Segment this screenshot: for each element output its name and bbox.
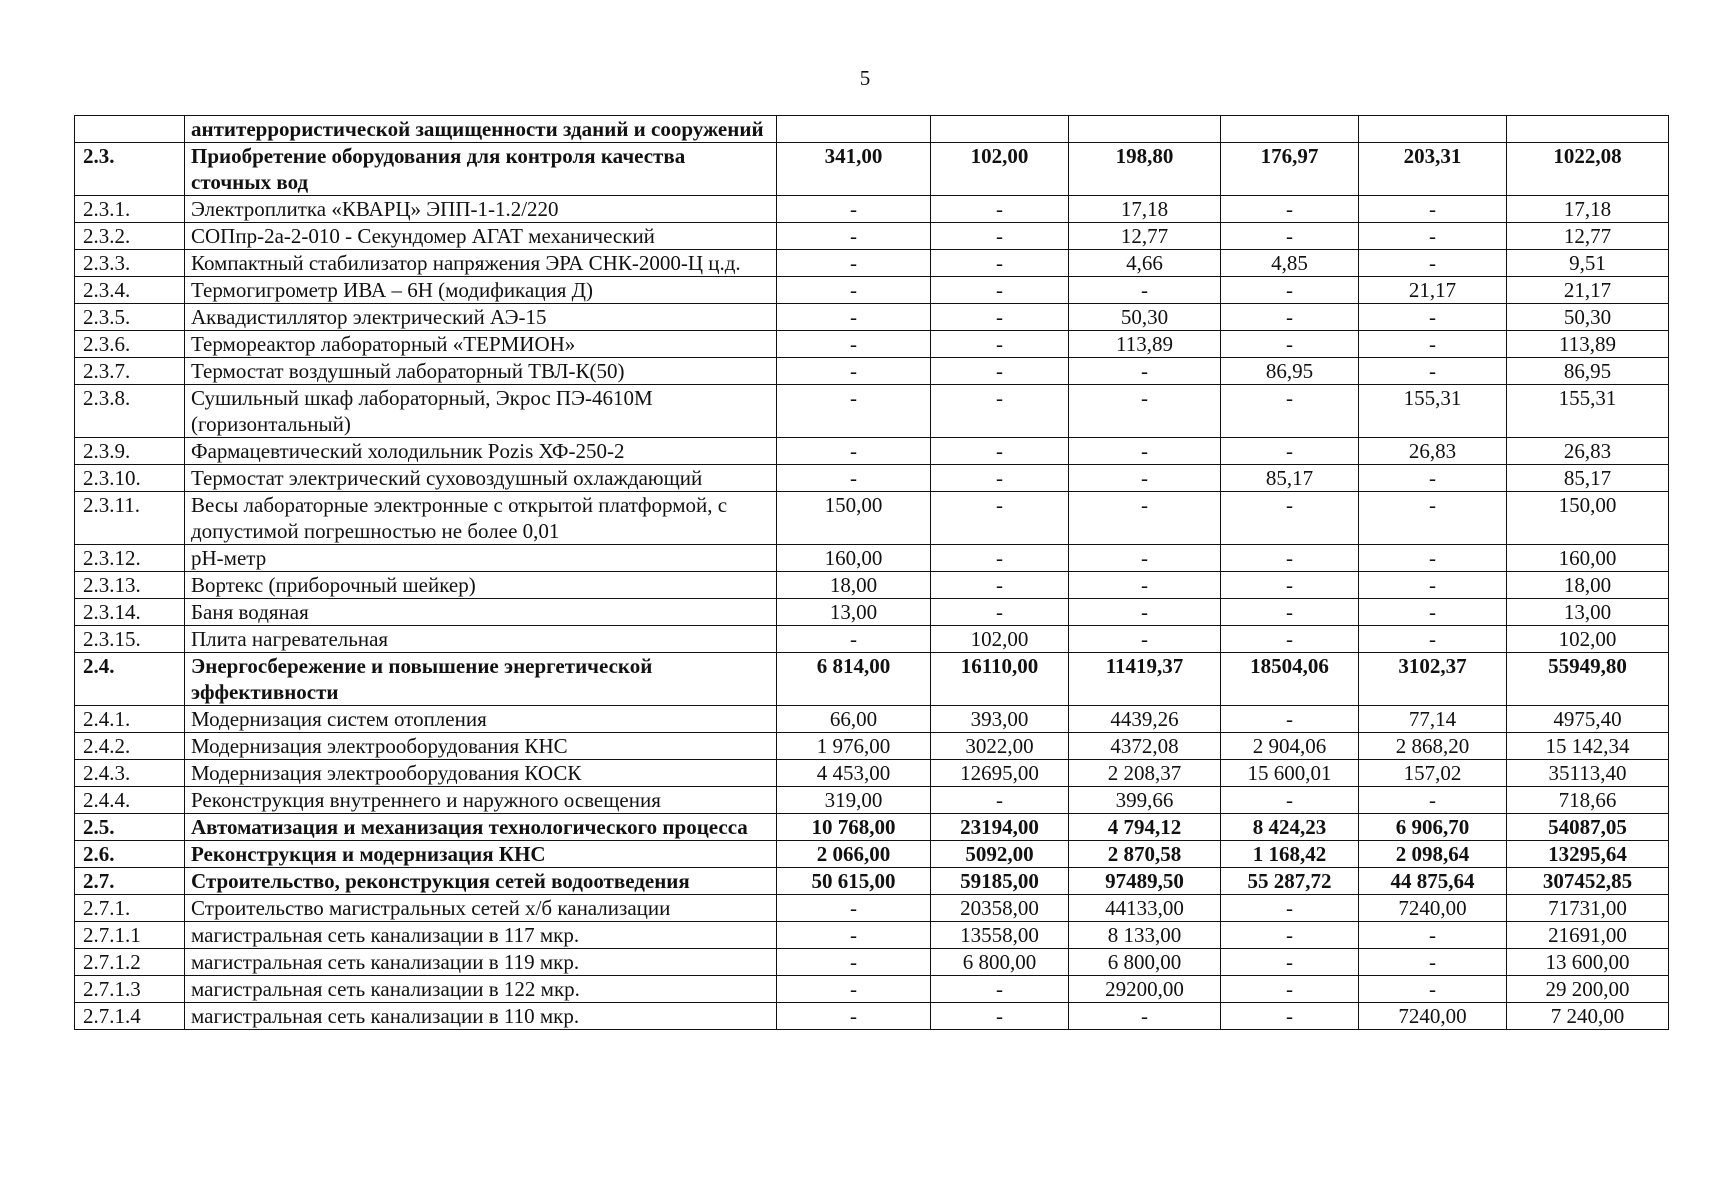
value-cell: - [1359,922,1507,949]
value-cell: 10 768,00 [777,814,931,841]
value-cell: 198,80 [1069,143,1221,196]
row-number-cell: 2.4. [75,653,185,706]
value-cell: - [931,358,1069,385]
value-cell: 150,00 [777,492,931,545]
value-cell: - [1221,599,1359,626]
row-number-cell: 2.7.1.3 [75,976,185,1003]
value-cell: 1022,08 [1507,143,1669,196]
value-cell: 12695,00 [931,760,1069,787]
value-cell: - [931,572,1069,599]
value-cell: - [1221,331,1359,358]
value-cell: 13,00 [1507,599,1669,626]
value-cell: 341,00 [777,143,931,196]
value-cell: - [1221,385,1359,438]
value-cell: 18504,06 [1221,653,1359,706]
value-cell: - [1359,250,1507,277]
value-cell: - [1359,196,1507,223]
value-cell: 15 600,01 [1221,760,1359,787]
value-cell: 29200,00 [1069,976,1221,1003]
value-cell: - [1069,492,1221,545]
value-cell [1507,116,1669,143]
value-cell: 50,30 [1069,304,1221,331]
row-number-cell: 2.7.1. [75,895,185,922]
row-name-cell: Модернизация электрооборудования КОСК [185,760,777,787]
row-name-cell: Электроплитка «КВАРЦ» ЭПП-1-1.2/220 [185,196,777,223]
value-cell: 102,00 [931,143,1069,196]
value-cell: - [1221,626,1359,653]
table-row [75,868,1669,895]
value-cell: - [777,358,931,385]
value-cell: 16110,00 [931,653,1069,706]
value-cell: - [1359,223,1507,250]
table-row [75,895,1669,922]
value-cell: - [1069,277,1221,304]
value-cell: 1 976,00 [777,733,931,760]
value-cell: 15 142,34 [1507,733,1669,760]
value-cell: 2 904,06 [1221,733,1359,760]
value-cell: - [1221,922,1359,949]
value-cell: 85,17 [1507,465,1669,492]
value-cell: - [1221,949,1359,976]
row-number-cell: 2.3.6. [75,331,185,358]
table-row [75,976,1669,1003]
value-cell: - [1069,358,1221,385]
value-cell: - [1221,196,1359,223]
row-name-cell: Автоматизация и механизация технологического процесса [185,814,777,841]
value-cell: - [1069,1003,1221,1030]
value-cell: 4,66 [1069,250,1221,277]
value-cell: 307452,85 [1507,868,1669,895]
value-cell: - [1359,358,1507,385]
value-cell [931,116,1069,143]
row-name-cell: Весы лабораторные электронные с открытой платформой, с допустимой погрешностью не более 0,01 [185,492,777,545]
value-cell: 6 814,00 [777,653,931,706]
table-row [75,116,1669,143]
row-name-cell: магистральная сеть канализации в 110 мкр. [185,1003,777,1030]
row-number-cell: 2.3.1. [75,196,185,223]
row-name-cell: магистральная сеть канализации в 119 мкр. [185,949,777,976]
value-cell: - [1359,787,1507,814]
row-name-cell: Термостат воздушный лабораторный ТВЛ-К(50) [185,358,777,385]
value-cell: 4439,26 [1069,706,1221,733]
value-cell: - [1359,545,1507,572]
value-cell: - [931,1003,1069,1030]
table-row [75,653,1669,706]
row-number-cell: 2.3.5. [75,304,185,331]
row-number-cell: 2.3.11. [75,492,185,545]
budget-table [74,115,1669,1030]
row-number-cell: 2.3.15. [75,626,185,653]
value-cell: - [1221,304,1359,331]
table-row [75,733,1669,760]
row-name-cell: антитеррористической защищенности зданий и сооружений [185,116,777,143]
row-name-cell: Модернизация систем отопления [185,706,777,733]
value-cell: 13 600,00 [1507,949,1669,976]
row-number-cell: 2.3.4. [75,277,185,304]
value-cell: - [1221,438,1359,465]
value-cell: 97489,50 [1069,868,1221,895]
value-cell: 160,00 [777,545,931,572]
row-name-cell: Реконструкция внутреннего и наружного освещения [185,787,777,814]
value-cell: 2 208,37 [1069,760,1221,787]
value-cell: - [777,922,931,949]
row-number-cell: 2.7.1.1 [75,922,185,949]
table-row [75,1003,1669,1030]
value-cell: 26,83 [1507,438,1669,465]
value-cell: 50,30 [1507,304,1669,331]
row-number-cell: 2.7.1.4 [75,1003,185,1030]
value-cell: 18,00 [777,572,931,599]
value-cell: - [931,223,1069,250]
table-row [75,358,1669,385]
table-row [75,545,1669,572]
value-cell: - [931,545,1069,572]
value-cell: 6 800,00 [931,949,1069,976]
value-cell: 2 098,64 [1359,841,1507,868]
value-cell: 2 870,58 [1069,841,1221,868]
value-cell: - [1359,599,1507,626]
value-cell: - [1221,895,1359,922]
value-cell: 21,17 [1359,277,1507,304]
row-name-cell: Приобретение оборудования для контроля качества сточных вод [185,143,777,196]
value-cell: 18,00 [1507,572,1669,599]
page-number: 5 [859,66,871,90]
table-row [75,572,1669,599]
row-name-cell: магистральная сеть канализации в 117 мкр. [185,922,777,949]
value-cell: 155,31 [1507,385,1669,438]
row-number-cell: 2.6. [75,841,185,868]
row-number-cell: 2.3.12. [75,545,185,572]
value-cell: - [1359,465,1507,492]
value-cell: 718,66 [1507,787,1669,814]
value-cell: 150,00 [1507,492,1669,545]
row-name-cell: Баня водяная [185,599,777,626]
value-cell: 17,18 [1507,196,1669,223]
row-name-cell: Строительство магистральных сетей х/б канализации [185,895,777,922]
table-row [75,196,1669,223]
row-name-cell: Реконструкция и модернизация КНС [185,841,777,868]
value-cell: 399,66 [1069,787,1221,814]
value-cell: - [777,1003,931,1030]
value-cell: 13,00 [777,599,931,626]
value-cell: 66,00 [777,706,931,733]
table-row [75,492,1669,545]
value-cell: - [777,465,931,492]
value-cell: 203,31 [1359,143,1507,196]
value-cell: 55949,80 [1507,653,1669,706]
value-cell: 393,00 [931,706,1069,733]
value-cell: 77,14 [1359,706,1507,733]
value-cell: 85,17 [1221,465,1359,492]
value-cell: - [1221,706,1359,733]
value-cell: - [777,976,931,1003]
value-cell: 4,85 [1221,250,1359,277]
row-number-cell: 2.3.7. [75,358,185,385]
value-cell: 1 168,42 [1221,841,1359,868]
value-cell: 155,31 [1359,385,1507,438]
row-number-cell: 2.7.1.2 [75,949,185,976]
value-cell: 4372,08 [1069,733,1221,760]
row-name-cell: Энергосбережение и повышение энергетической эффективности [185,653,777,706]
value-cell: 5092,00 [931,841,1069,868]
value-cell: - [777,385,931,438]
value-cell: 2 868,20 [1359,733,1507,760]
value-cell: 20358,00 [931,895,1069,922]
value-cell: 55 287,72 [1221,868,1359,895]
value-cell: 54087,05 [1507,814,1669,841]
value-cell: - [777,196,931,223]
value-cell: 11419,37 [1069,653,1221,706]
value-cell: 44133,00 [1069,895,1221,922]
value-cell: - [931,787,1069,814]
value-cell: 3102,37 [1359,653,1507,706]
value-cell: 4 794,12 [1069,814,1221,841]
table-row [75,599,1669,626]
value-cell: - [1221,1003,1359,1030]
table-row [75,385,1669,438]
value-cell: 6 906,70 [1359,814,1507,841]
table-row [75,949,1669,976]
value-cell: - [931,599,1069,626]
value-cell [777,116,931,143]
value-cell: 13558,00 [931,922,1069,949]
value-cell: 71731,00 [1507,895,1669,922]
table-row [75,465,1669,492]
row-number-cell: 2.5. [75,814,185,841]
row-number-cell: 2.3.2. [75,223,185,250]
value-cell: - [931,196,1069,223]
value-cell: - [1221,572,1359,599]
row-number-cell: 2.7. [75,868,185,895]
value-cell: 12,77 [1069,223,1221,250]
value-cell: - [777,277,931,304]
row-number-cell: 2.4.3. [75,760,185,787]
value-cell: - [931,976,1069,1003]
value-cell: - [777,250,931,277]
row-name-cell: Модернизация электрооборудования КНС [185,733,777,760]
value-cell: - [1069,599,1221,626]
row-name-cell: pH-метр [185,545,777,572]
row-number-cell: 2.4.4. [75,787,185,814]
row-name-cell: Фармацевтический холодильник Pozis ХФ-250-2 [185,438,777,465]
value-cell: 3022,00 [931,733,1069,760]
value-cell: 50 615,00 [777,868,931,895]
value-cell: - [931,438,1069,465]
value-cell: 2 066,00 [777,841,931,868]
value-cell: 113,89 [1069,331,1221,358]
table-row [75,438,1669,465]
value-cell: - [777,438,931,465]
row-name-cell: Аквадистиллятор электрический АЭ-15 [185,304,777,331]
value-cell: - [931,385,1069,438]
value-cell: - [1359,492,1507,545]
value-cell: 59185,00 [931,868,1069,895]
value-cell: 4 453,00 [777,760,931,787]
value-cell: 23194,00 [931,814,1069,841]
value-cell: - [1069,545,1221,572]
value-cell: 176,97 [1221,143,1359,196]
table-row [75,787,1669,814]
row-number-cell: 2.3.10. [75,465,185,492]
table-body [75,116,1669,1030]
value-cell: - [1221,787,1359,814]
row-name-cell: Термостат электрический суховоздушный охлаждающий [185,465,777,492]
table-row [75,841,1669,868]
row-name-cell: Вортекс (приборочный шейкер) [185,572,777,599]
value-cell: 86,95 [1221,358,1359,385]
table-row [75,814,1669,841]
value-cell: - [931,250,1069,277]
value-cell: 319,00 [777,787,931,814]
value-cell: - [1069,626,1221,653]
value-cell: 102,00 [1507,626,1669,653]
row-number-cell: 2.3. [75,143,185,196]
row-name-cell: Компактный стабилизатор напряжения ЭРА СНК-2000-Ц ц.д. [185,250,777,277]
budget-table-container [74,115,1668,1030]
value-cell: 29 200,00 [1507,976,1669,1003]
row-number-cell: 2.4.1. [75,706,185,733]
value-cell: - [931,492,1069,545]
value-cell: 157,02 [1359,760,1507,787]
value-cell: - [1359,304,1507,331]
value-cell: 44 875,64 [1359,868,1507,895]
value-cell: 21691,00 [1507,922,1669,949]
table-row [75,331,1669,358]
row-name-cell: Строительство, реконструкция сетей водоотведения [185,868,777,895]
value-cell [1069,116,1221,143]
value-cell: - [777,223,931,250]
value-cell: 113,89 [1507,331,1669,358]
value-cell: - [1359,976,1507,1003]
value-cell: - [931,304,1069,331]
row-number-cell: 2.3.3. [75,250,185,277]
value-cell [1221,116,1359,143]
row-name-cell: Термогигрометр ИВА – 6Н (модификация Д) [185,277,777,304]
value-cell: 7240,00 [1359,895,1507,922]
row-name-cell: магистральная сеть канализации в 122 мкр. [185,976,777,1003]
value-cell: 6 800,00 [1069,949,1221,976]
value-cell: - [931,465,1069,492]
value-cell: - [1069,438,1221,465]
value-cell: - [1359,949,1507,976]
row-number-cell: 2.3.9. [75,438,185,465]
value-cell: 7 240,00 [1507,1003,1669,1030]
value-cell: - [1359,572,1507,599]
value-cell [1359,116,1507,143]
value-cell: - [1221,492,1359,545]
value-cell: 7240,00 [1359,1003,1507,1030]
table-row [75,250,1669,277]
row-number-cell: 2.4.2. [75,733,185,760]
table-row [75,922,1669,949]
value-cell: - [777,331,931,358]
table-row [75,223,1669,250]
row-number-cell: 2.3.8. [75,385,185,438]
value-cell: - [1359,626,1507,653]
value-cell: 9,51 [1507,250,1669,277]
value-cell: 21,17 [1507,277,1669,304]
value-cell: 12,77 [1507,223,1669,250]
value-cell: 17,18 [1069,196,1221,223]
value-cell: 26,83 [1359,438,1507,465]
table-row [75,760,1669,787]
row-number-cell: 2.3.13. [75,572,185,599]
value-cell: 8 424,23 [1221,814,1359,841]
row-name-cell: Плита нагревательная [185,626,777,653]
value-cell: 8 133,00 [1069,922,1221,949]
value-cell: - [931,277,1069,304]
value-cell: - [1221,223,1359,250]
value-cell: - [777,304,931,331]
value-cell: - [1221,545,1359,572]
value-cell: 4975,40 [1507,706,1669,733]
value-cell: - [777,626,931,653]
table-row [75,304,1669,331]
row-name-cell: Сушильный шкаф лабораторный, Экрос ПЭ-4610М (горизонтальный) [185,385,777,438]
value-cell: - [1359,331,1507,358]
table-row [75,706,1669,733]
value-cell: - [1069,385,1221,438]
row-number-cell: 2.3.14. [75,599,185,626]
value-cell: - [1069,572,1221,599]
table-row [75,143,1669,196]
value-cell: 13295,64 [1507,841,1669,868]
value-cell: - [1221,277,1359,304]
value-cell: - [931,331,1069,358]
value-cell: - [777,895,931,922]
value-cell: 160,00 [1507,545,1669,572]
row-number-cell [75,116,185,143]
value-cell: - [1069,465,1221,492]
row-name-cell: Термореактор лабораторный «ТЕРМИОН» [185,331,777,358]
row-name-cell: СОПпр-2а-2-010 - Секундомер АГАТ механический [185,223,777,250]
table-row [75,277,1669,304]
value-cell: - [1221,976,1359,1003]
table-row [75,626,1669,653]
value-cell: - [777,949,931,976]
value-cell: 86,95 [1507,358,1669,385]
value-cell: 35113,40 [1507,760,1669,787]
value-cell: 102,00 [931,626,1069,653]
